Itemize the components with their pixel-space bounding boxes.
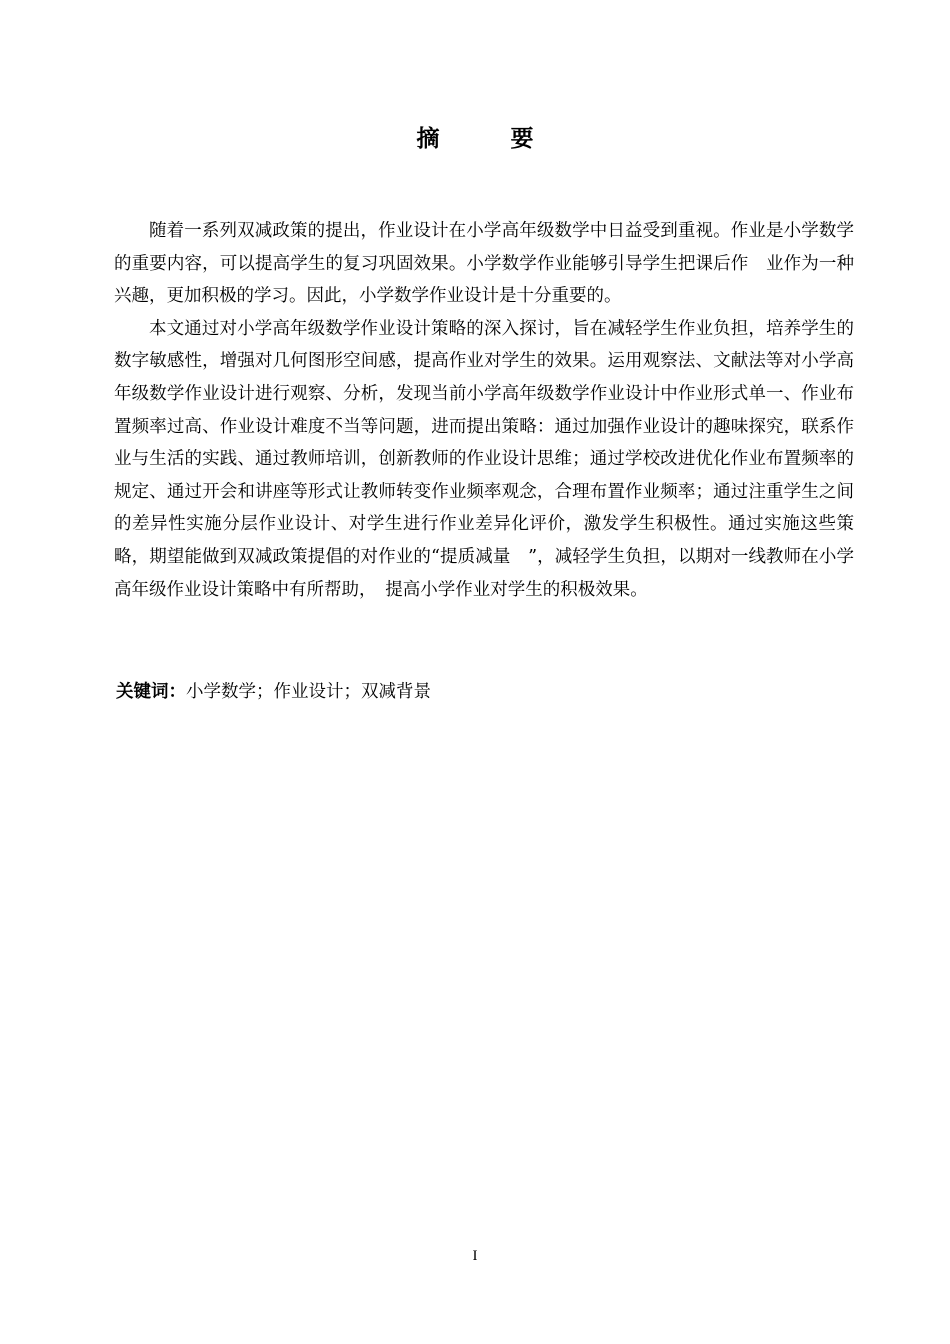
abstract-paragraph-2: 本文通过对小学高年级数学作业设计策略的深入探讨，旨在减轻学生作业负担，培养学生的数字敏感性，增强对几何图形空间感，提高作业对学生的效果。运用观察法、文献法等对小学高年级数学作业设计进行观察、分析，发现当前小学高年级数学作业设计中作业形式单一、作业布置频率过高、作业设计难度不当等问题，进而提出策略：通过加强作业设计的趣味探究，联系作业与生活的实践、通过教师培训，创新教师的作业设计思维；通过学校改进优化作业布置频率的规定、通过开会和讲座等形式让教师转变作业频率观念，合理布置作业频率；通过注重学生之间的差异性实施分层作业设计、对学生进行作业差异化评价，激发学生积极性。通过实施这些策略，期望能做到双减政策提倡的对作业的“提质减量 ”，减轻学生负担，以期对一线教师在小学高年级作业设计策略中有所帮助， 提高小学作业对学生的积极效果。 <box>114 318 854 600</box>
page-number: I <box>472 1248 478 1264</box>
abstract-body <box>114 215 854 606</box>
abstract-title: 摘 要 <box>416 126 558 152</box>
keywords-line <box>116 677 856 707</box>
keywords-label: 关键词： <box>116 682 186 702</box>
keywords-text: 小学数学；作业设计；双减背景 <box>186 682 431 702</box>
abstract-paragraph-1: 随着一系列双减政策的提出，作业设计在小学高年级数学中日益受到重视。作业是小学数学的重要内容，可以提高学生的复习巩固效果。小学数学作业能够引导学生把课后作 业作为一种兴趣，更加积极的学习。因此，小学数学作业设计是十分重要的。 <box>114 221 854 307</box>
